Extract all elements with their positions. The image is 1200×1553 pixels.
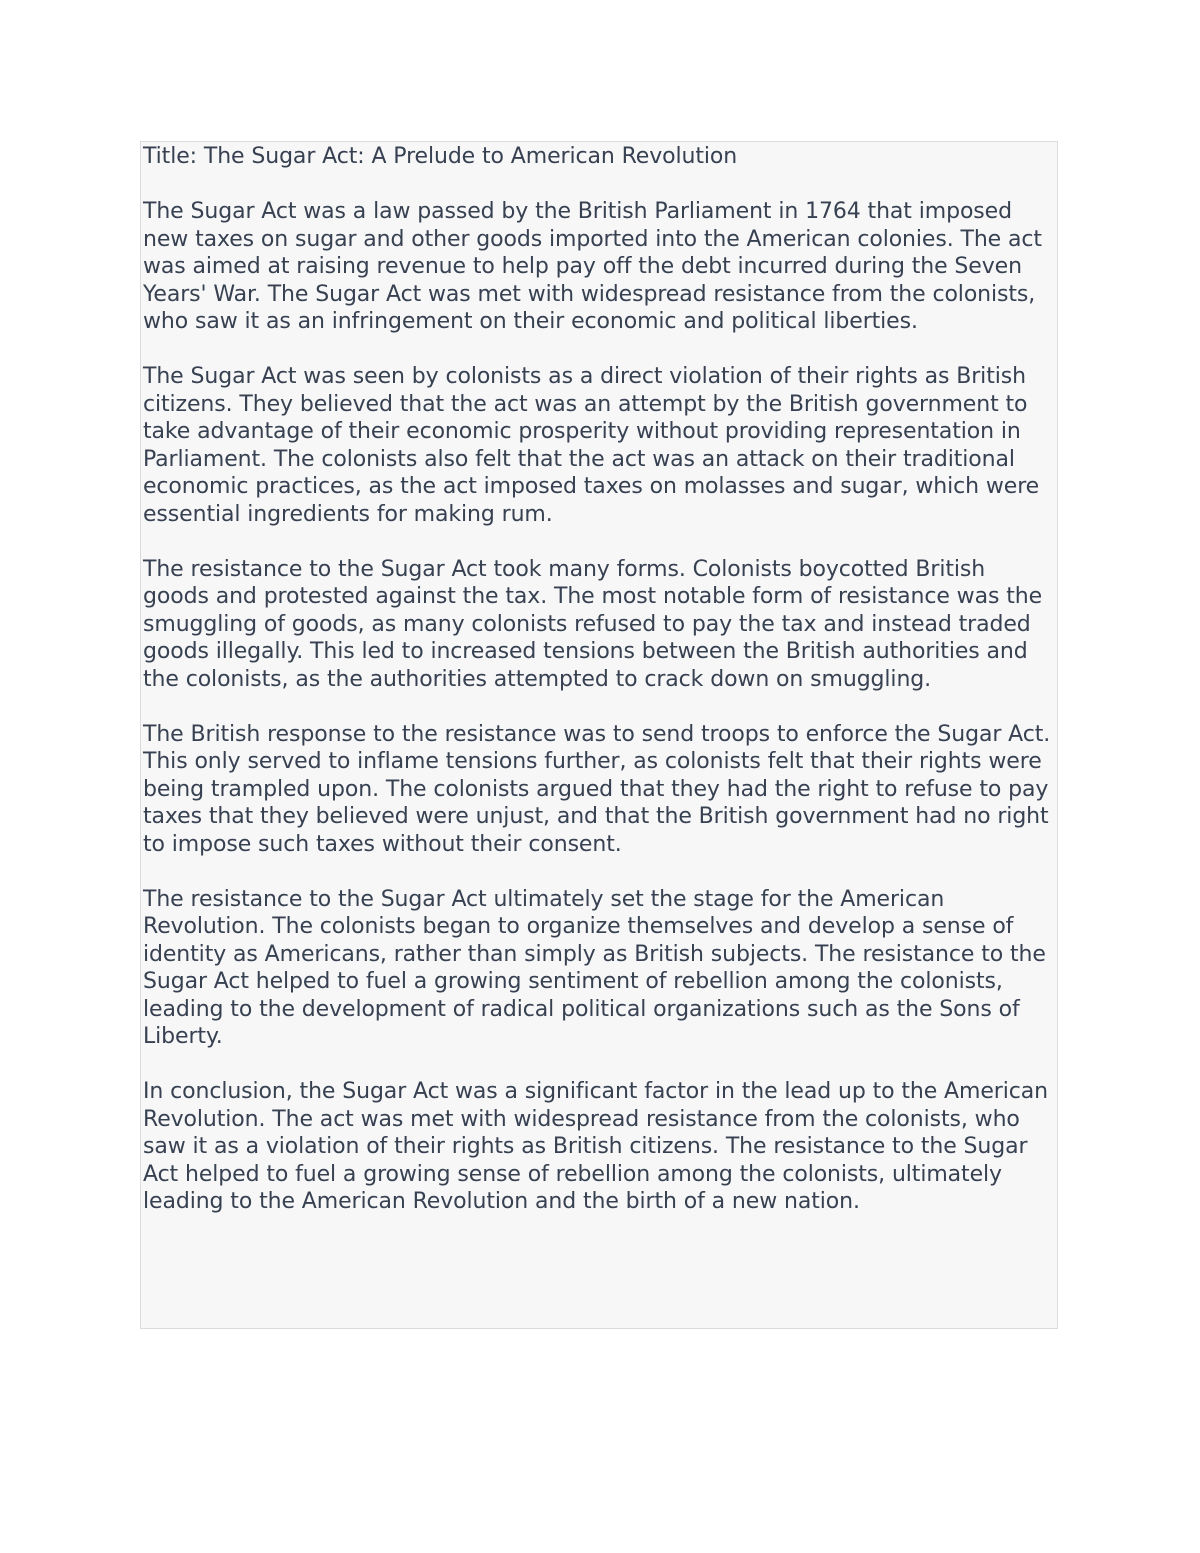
- paragraph-5: The resistance to the Sugar Act ultimately set the stage for the American Revolution. The colonists began to organize themselves and develop a sense of identity as Americans, rather than simply as British subjects. The resistance to the Sugar Act helped to fuel a growing sentiment of rebellion among the colonists, leading to the development of radical political organizations such as the Sons of Liberty.: [143, 886, 1046, 1049]
- document-text-box: [140, 141, 1058, 1329]
- paragraph-3: The resistance to the Sugar Act took many forms. Colonists boycotted British goods and protested against the tax. The most notable form of resistance was the smuggling of goods, as many colonists refused to pay the tax and instead traded goods illegally. This led to increased tensions between the British authorities and the colonists, as the authorities attempted to crack down on smuggling.: [143, 556, 1043, 692]
- paragraph-2: The Sugar Act was seen by colonists as a direct violation of their rights as British citizens. They believed that the act was an attempt by the British government to take advantage of their economic prosperity without providing representation in Parliament. The colonists also felt that the act was an attack on their traditional economic practices, as the act imposed taxes on molasses and sugar, which were essential ingredients for making rum.: [143, 364, 1040, 527]
- paragraph-1: The Sugar Act was a law passed by the British Parliament in 1764 that imposed new taxes on sugar and other goods imported into the American colonies. The act was aimed at raising revenue to help pay off the debt incurred during the Seven Years' War. The Sugar Act was met with widespread resistance from the colonists, who saw it as an infringement on their economic and political liberties.: [143, 199, 1042, 334]
- document-title: Title: The Sugar Act: A Prelude to American Revolution: [143, 144, 738, 169]
- paragraph-6: In conclusion, the Sugar Act was a significant factor in the lead up to the American Revolution. The act was met with widespread resistance from the colonists, who saw it as a violation of their rights as British citizens. The resistance to the Sugar Act helped to fuel a growing sense of rebellion among the colonists, ultimately leading to the American Revolution and the birth of a new nation.: [143, 1079, 1048, 1214]
- paragraph-4: The British response to the resistance was to send troops to enforce the Sugar Act. This only served to inflame tensions further, as colonists felt that their rights were being trampled upon. The colonists argued that they had the right to refuse to pay taxes that they believed were unjust, and that the British government had no right to impose such taxes without their consent.: [143, 721, 1051, 857]
